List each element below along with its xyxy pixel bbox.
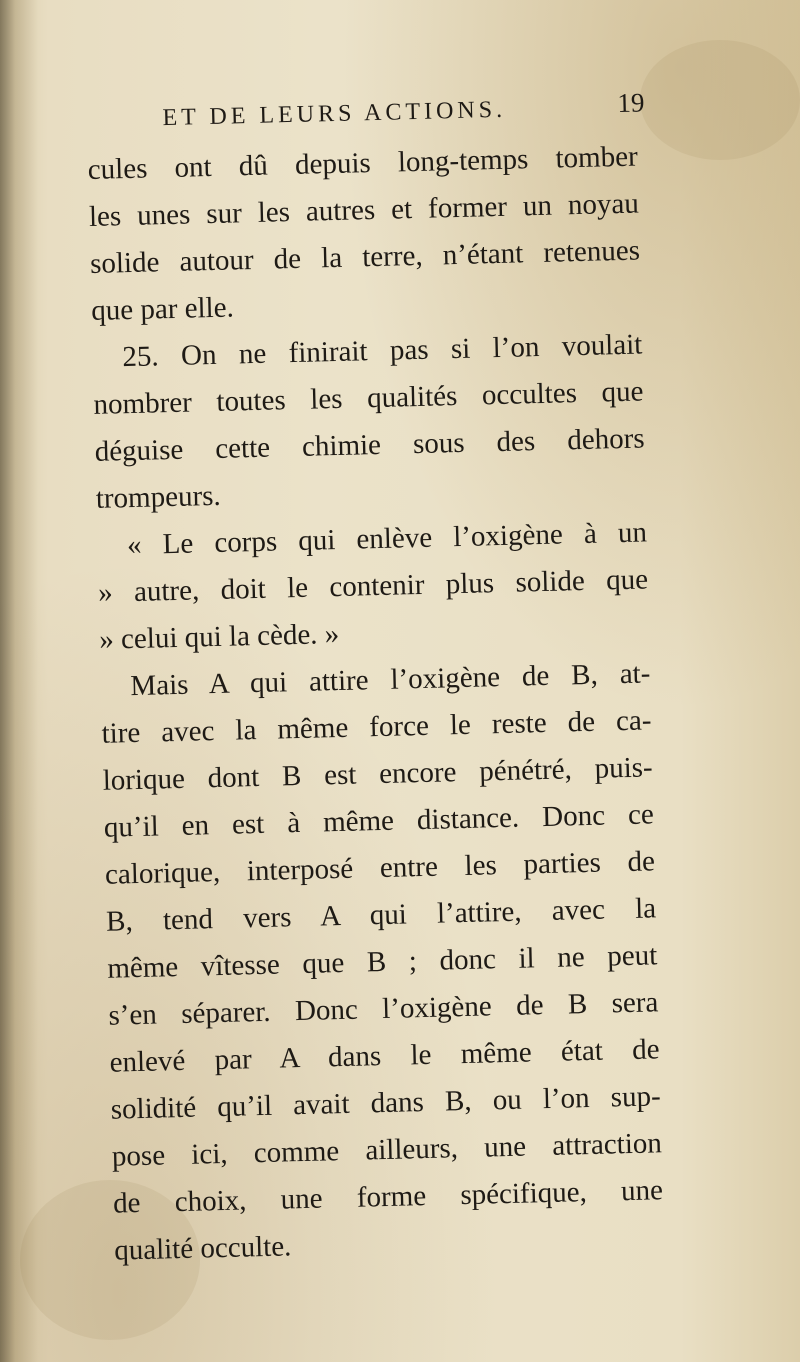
running-head-title: ET DE LEURS ACTIONS. [162, 96, 507, 132]
text-line: qualité occulte. [113, 1230, 292, 1267]
text-line: lorique dont B est encore pénétré, puis- [102, 751, 653, 797]
page-text-block [86, 81, 695, 1275]
page-spine-shadow [0, 0, 38, 1362]
quote-line: » celui qui la cède. » [98, 617, 340, 656]
text-line: calorique, interposé entre les parties de [104, 845, 656, 891]
text-line: même vîtesse que B ; donc il ne peut [106, 939, 658, 985]
text-line: tire avec la même force le reste de ca- [101, 704, 652, 750]
page-number: 19 [616, 87, 645, 119]
text-line: de choix, une forme spécifique, une [112, 1174, 664, 1220]
text-line: pose ici, comme ailleurs, une attraction [111, 1127, 663, 1173]
text-line: cules ont dû depuis long-temps tomber [87, 140, 639, 186]
text-line: nombrer toutes les qualités occultes que [93, 375, 644, 421]
text-line: solidité qu’il avait dans B, ou l’on sup- [110, 1080, 662, 1126]
text-line: que par elle. [90, 291, 235, 327]
text-line: s’en séparer. Donc l’oxigène de B sera [108, 986, 659, 1032]
text-line: solide autour de la terre, n’étant retenues [89, 234, 641, 280]
text-line: enlevé par A dans le même état de [109, 1033, 660, 1079]
paragraph-start-line: 25. On ne finirait pas si l’on voulait [122, 328, 643, 374]
quote-line: » autre, doit le contenir plus solide que [97, 563, 649, 609]
paragraph-start-line: Mais A qui attire l’oxigène de B, at- [130, 657, 651, 703]
text-line: déguise cette chimie sous des dehors [94, 422, 645, 468]
text-line: qu’il en est à même distance. Donc ce [103, 798, 655, 844]
text-line: les unes sur les autres et former un noyau [88, 187, 640, 233]
quote-line: « Le corps qui enlève l’oxigène à un [126, 516, 648, 562]
text-line: trompeurs. [95, 479, 222, 515]
text-line: B, tend vers A qui l’attire, avec la [105, 892, 657, 938]
